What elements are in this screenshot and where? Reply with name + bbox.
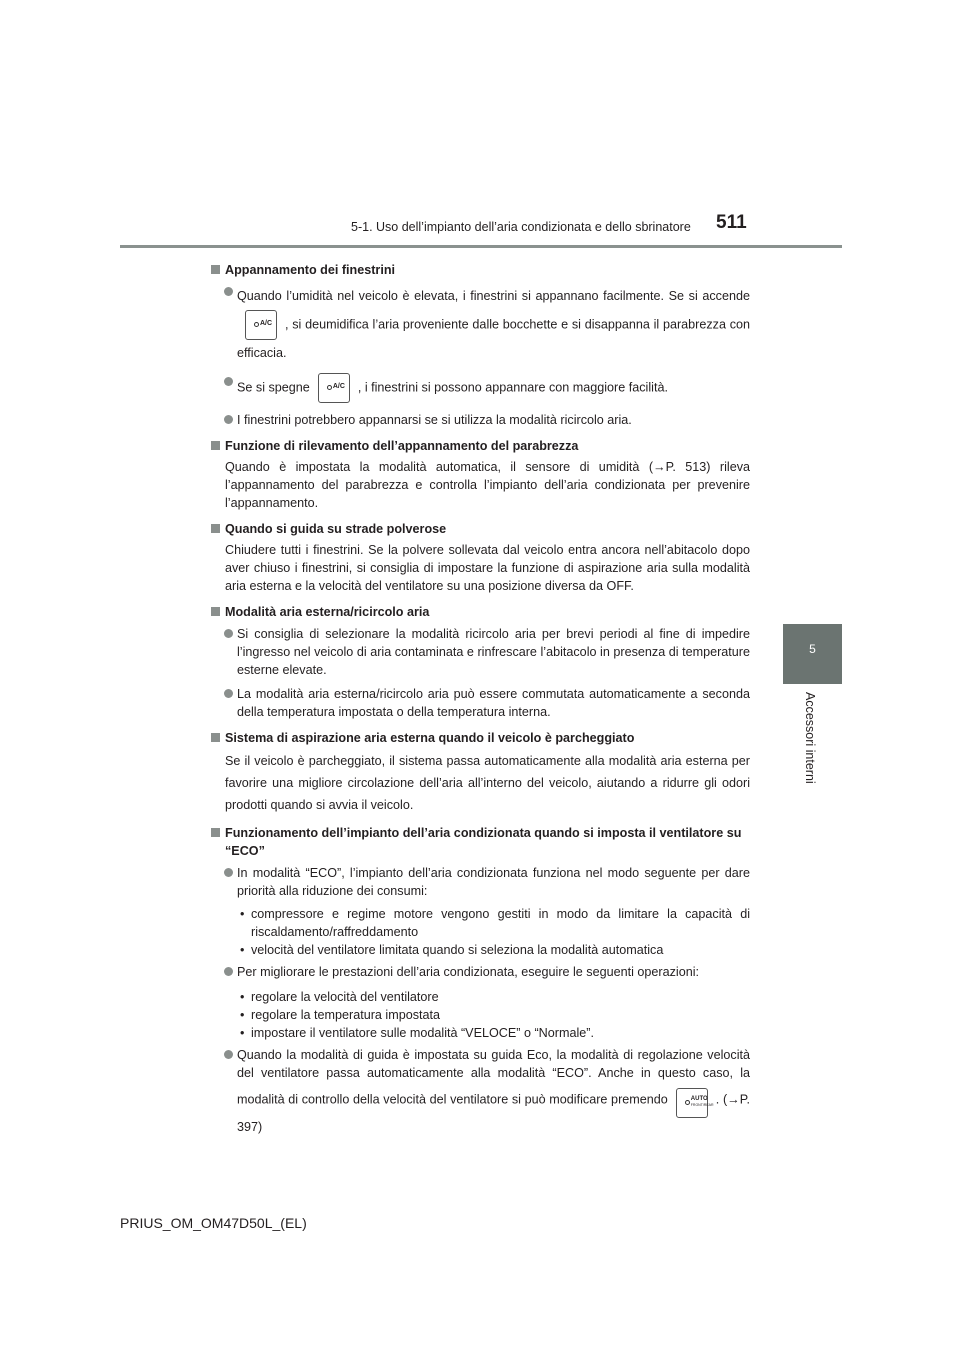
bullet-item: In modalità “ECO”, l’impianto dell’aria condizionata funziona nel modo seguente per dare priorità alla riduzione dei consumi: — [210, 864, 750, 900]
section-heading: Appannamento dei finestrini — [210, 261, 750, 279]
sub-list-item: • regolare la temperatura impostata — [240, 1006, 750, 1024]
auto-button-icon — [676, 1088, 714, 1118]
sub-list-item: • regolare la velocità del ventilatore — [240, 988, 750, 1006]
bullet-text: Quando l’umidità nel veicolo è elevata, i finestrini si appannano facilmente. Se si accende — [237, 289, 750, 303]
chapter-tab — [783, 624, 842, 684]
indicator-icon — [254, 322, 259, 327]
bullet-item: Si consiglia di selezionare la modalità ricircolo aria per brevi periodi al fine di impedire l’ingresso nel veicolo di aria contaminata e rinfrescare l’abitacolo in presenza di temperature esterne elevate. — [210, 625, 750, 679]
document-code: PRIUS_OM_OM47D50L_(EL) — [120, 1215, 307, 1231]
section-heading: Sistema di aspirazione aria esterna quando il veicolo è parcheggiato — [210, 729, 750, 747]
sub-list-item: • compressore e regime motore vengono gestiti in modo da limitare la capacità di riscaldamento/raffreddamento — [240, 905, 750, 941]
indicator-icon — [327, 385, 332, 390]
bullet-text: Se si spegne — [237, 380, 310, 395]
bullet-text: Quando la modalità di guida è impostata su guida Eco, la modalità di regolazione velocità del ventilatore passa automaticamente alla modalità “ECO”. Anche in questo caso, la modalità di controllo della velocità del ventilatore si può modificare premendo — [237, 1048, 750, 1107]
sub-list-item: • velocità del ventilatore limitata quando si seleziona la modalità automatica — [240, 941, 750, 959]
section-heading: Modalità aria esterna/ricircolo aria — [210, 603, 750, 621]
sub-list — [240, 905, 750, 959]
paragraph: Quando è impostata la modalità automatica, il sensore di umidità (→P. 513) rileva l’appannamento del parabrezza e controlla l’impianto dell’aria condizionata per prevenire l’appannamento. — [225, 460, 750, 510]
indicator-icon — [685, 1100, 690, 1105]
bullet-text: , si deumidifica l’aria proveniente dalle bocchette e si disappanna il parabrezza con efficacia. — [237, 317, 750, 360]
auto-button-sublabel: FRONT/REAR — [690, 1103, 714, 1107]
section-heading: Funzionamento dell’impianto dell’aria condizionata quando si imposta il ventilatore su “ECO” — [210, 824, 750, 860]
bullet-text: , i finestrini si possono appannare con maggiore facilità. — [357, 380, 668, 395]
bullet-item: Per migliorare le prestazioni dell’aria condizionata, eseguire le seguenti operazioni: — [210, 963, 750, 981]
chapter-tab-number: 5 — [809, 642, 816, 656]
chapter-tab-label: Accessori interni — [803, 692, 817, 784]
paragraph: Chiudere tutti i finestrini. Se la polvere sollevata dal veicolo entra ancora nell’abitacolo dopo aver chiuso i finestrini, si consiglia di impostare la funzione di aspirazione aria sulla modalità aria esterna e la velocità del ventilatore su una posizione diversa da OFF. — [225, 543, 750, 593]
ac-button-icon — [318, 373, 350, 403]
header-rule — [120, 245, 842, 248]
section-heading: Funzione di rilevamento dell’appannamento del parabrezza — [210, 437, 750, 455]
paragraph: Se il veicolo è parcheggiato, il sistema passa automaticamente alla modalità aria esterna per favorire una migliore circolazione dell’aria all’interno del veicolo, aiutando a ridurre gli odori prodotti quando si avvia il veicolo. — [225, 754, 750, 812]
ac-button-label: A/C — [332, 383, 345, 390]
sub-list-item: • impostare il ventilatore sulle modalità “VELOCE” o “Normale”. — [240, 1024, 750, 1042]
bullet-text: . (→P. 397) — [237, 1092, 751, 1134]
bullet-item: La modalità aria esterna/ricircolo aria può essere commutata automaticamente a seconda della temperatura impostata o della temperatura interna. — [210, 685, 750, 721]
bullet-item — [210, 1046, 750, 1136]
section-heading: Quando si guida su strade polverose — [210, 520, 750, 538]
bullet-item — [210, 283, 750, 367]
page-content — [210, 255, 750, 1136]
sub-list — [240, 988, 750, 1042]
ac-button-label: A/C — [260, 320, 273, 327]
bullet-item: I finestrini potrebbero appannarsi se si utilizza la modalità ricircolo aria. — [210, 411, 750, 429]
auto-button-label: AUTO — [690, 1096, 708, 1102]
page-number: 511 — [716, 212, 747, 233]
page-header-section: 5-1. Uso dell’impianto dell’aria condizionata e dello sbrinatore — [351, 220, 691, 234]
ac-button-icon — [245, 310, 277, 340]
bullet-item — [210, 373, 750, 403]
